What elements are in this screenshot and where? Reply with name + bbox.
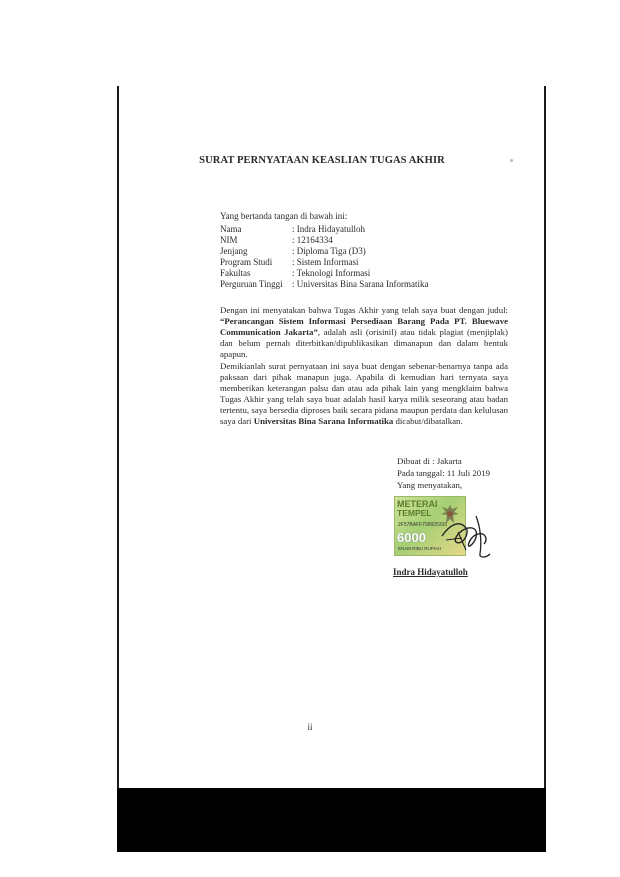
closing-line: Yang menyatakan,: [397, 480, 463, 490]
signatory-name: Indra Hidayatulloh: [393, 567, 468, 577]
thesis-title: “Perancangan Sistem Informasi Persediaan Barang Pada PT. Bluewave Communication Jakarta”: [220, 316, 508, 337]
field-label: Fakultas: [220, 268, 251, 278]
field-value: : Indra Hidayatulloh: [292, 224, 365, 234]
university-name: Universitas Bina Sarana Informatika: [253, 416, 394, 426]
declaration-paragraph: Demikianlah surat pernyataan ini saya buat dengan sebenar-benarnya tanpa ada paksaan dari pihak manapun juga. Apabila di kemudian hari ternyata saya memberikan keterangan palsu dan atau ada pihak lain yang mengklaim bahwa Tugas Akhir yang telah saya buat adalah hasil karya milik seseorang atau badan tertentu, saya bersedia diproses baik secara pidana maupun perdata dan kelulusan saya dari Universitas Bina Sarana Informatika dicabut/dibatalkan.: [220, 361, 508, 426]
field-label: Perguruan Tinggi: [220, 279, 283, 289]
field-value: : 12164334: [292, 235, 333, 245]
field-value: : Universitas Bina Sarana Informatika: [292, 279, 429, 289]
field-label: NIM: [220, 235, 238, 245]
field-label: Program Studi: [220, 257, 273, 267]
bottom-dark-band: [117, 788, 546, 852]
field-value: : Sistem Informasi: [292, 257, 359, 267]
document-title: SURAT PERNYATAAN KEASLIAN TUGAS AKHIR: [199, 155, 445, 166]
place-line: Dibuat di : Jakarta: [397, 456, 462, 466]
intro-text: Yang bertanda tangan di bawah ini:: [220, 211, 348, 221]
field-label: Nama: [220, 224, 242, 234]
page-left-edge: [117, 86, 119, 788]
field-value: : Diploma Tiga (D3): [292, 246, 366, 256]
date-line: Pada tanggal: 11 Juli 2019: [397, 468, 491, 478]
page-number: ii: [307, 722, 313, 732]
revenue-stamp: METERAI TEMPEL 2F57BAFF799925310 6000 ENAM RIBU RUPIAH: [394, 496, 466, 556]
page-right-edge: [544, 86, 546, 788]
statement-paragraph: Dengan ini menyatakan bahwa Tugas Akhir yang telah saya buat dengan judul: “Perancangan Sistem Informasi Persediaan Barang Pada PT. Bluewave Communication Jakarta”, adalah asli (orisinil) atau tidak plagiat (menjiplak) dan belum pernah diterbitkan/dipublikasikan dimanapun dan dalam bentuk apapun.: [220, 305, 508, 359]
handwritten-signature: [436, 506, 494, 562]
scan-speck: [510, 159, 513, 162]
field-value: : Teknologi Informasi: [292, 268, 371, 278]
field-label: Jenjang: [220, 246, 248, 256]
